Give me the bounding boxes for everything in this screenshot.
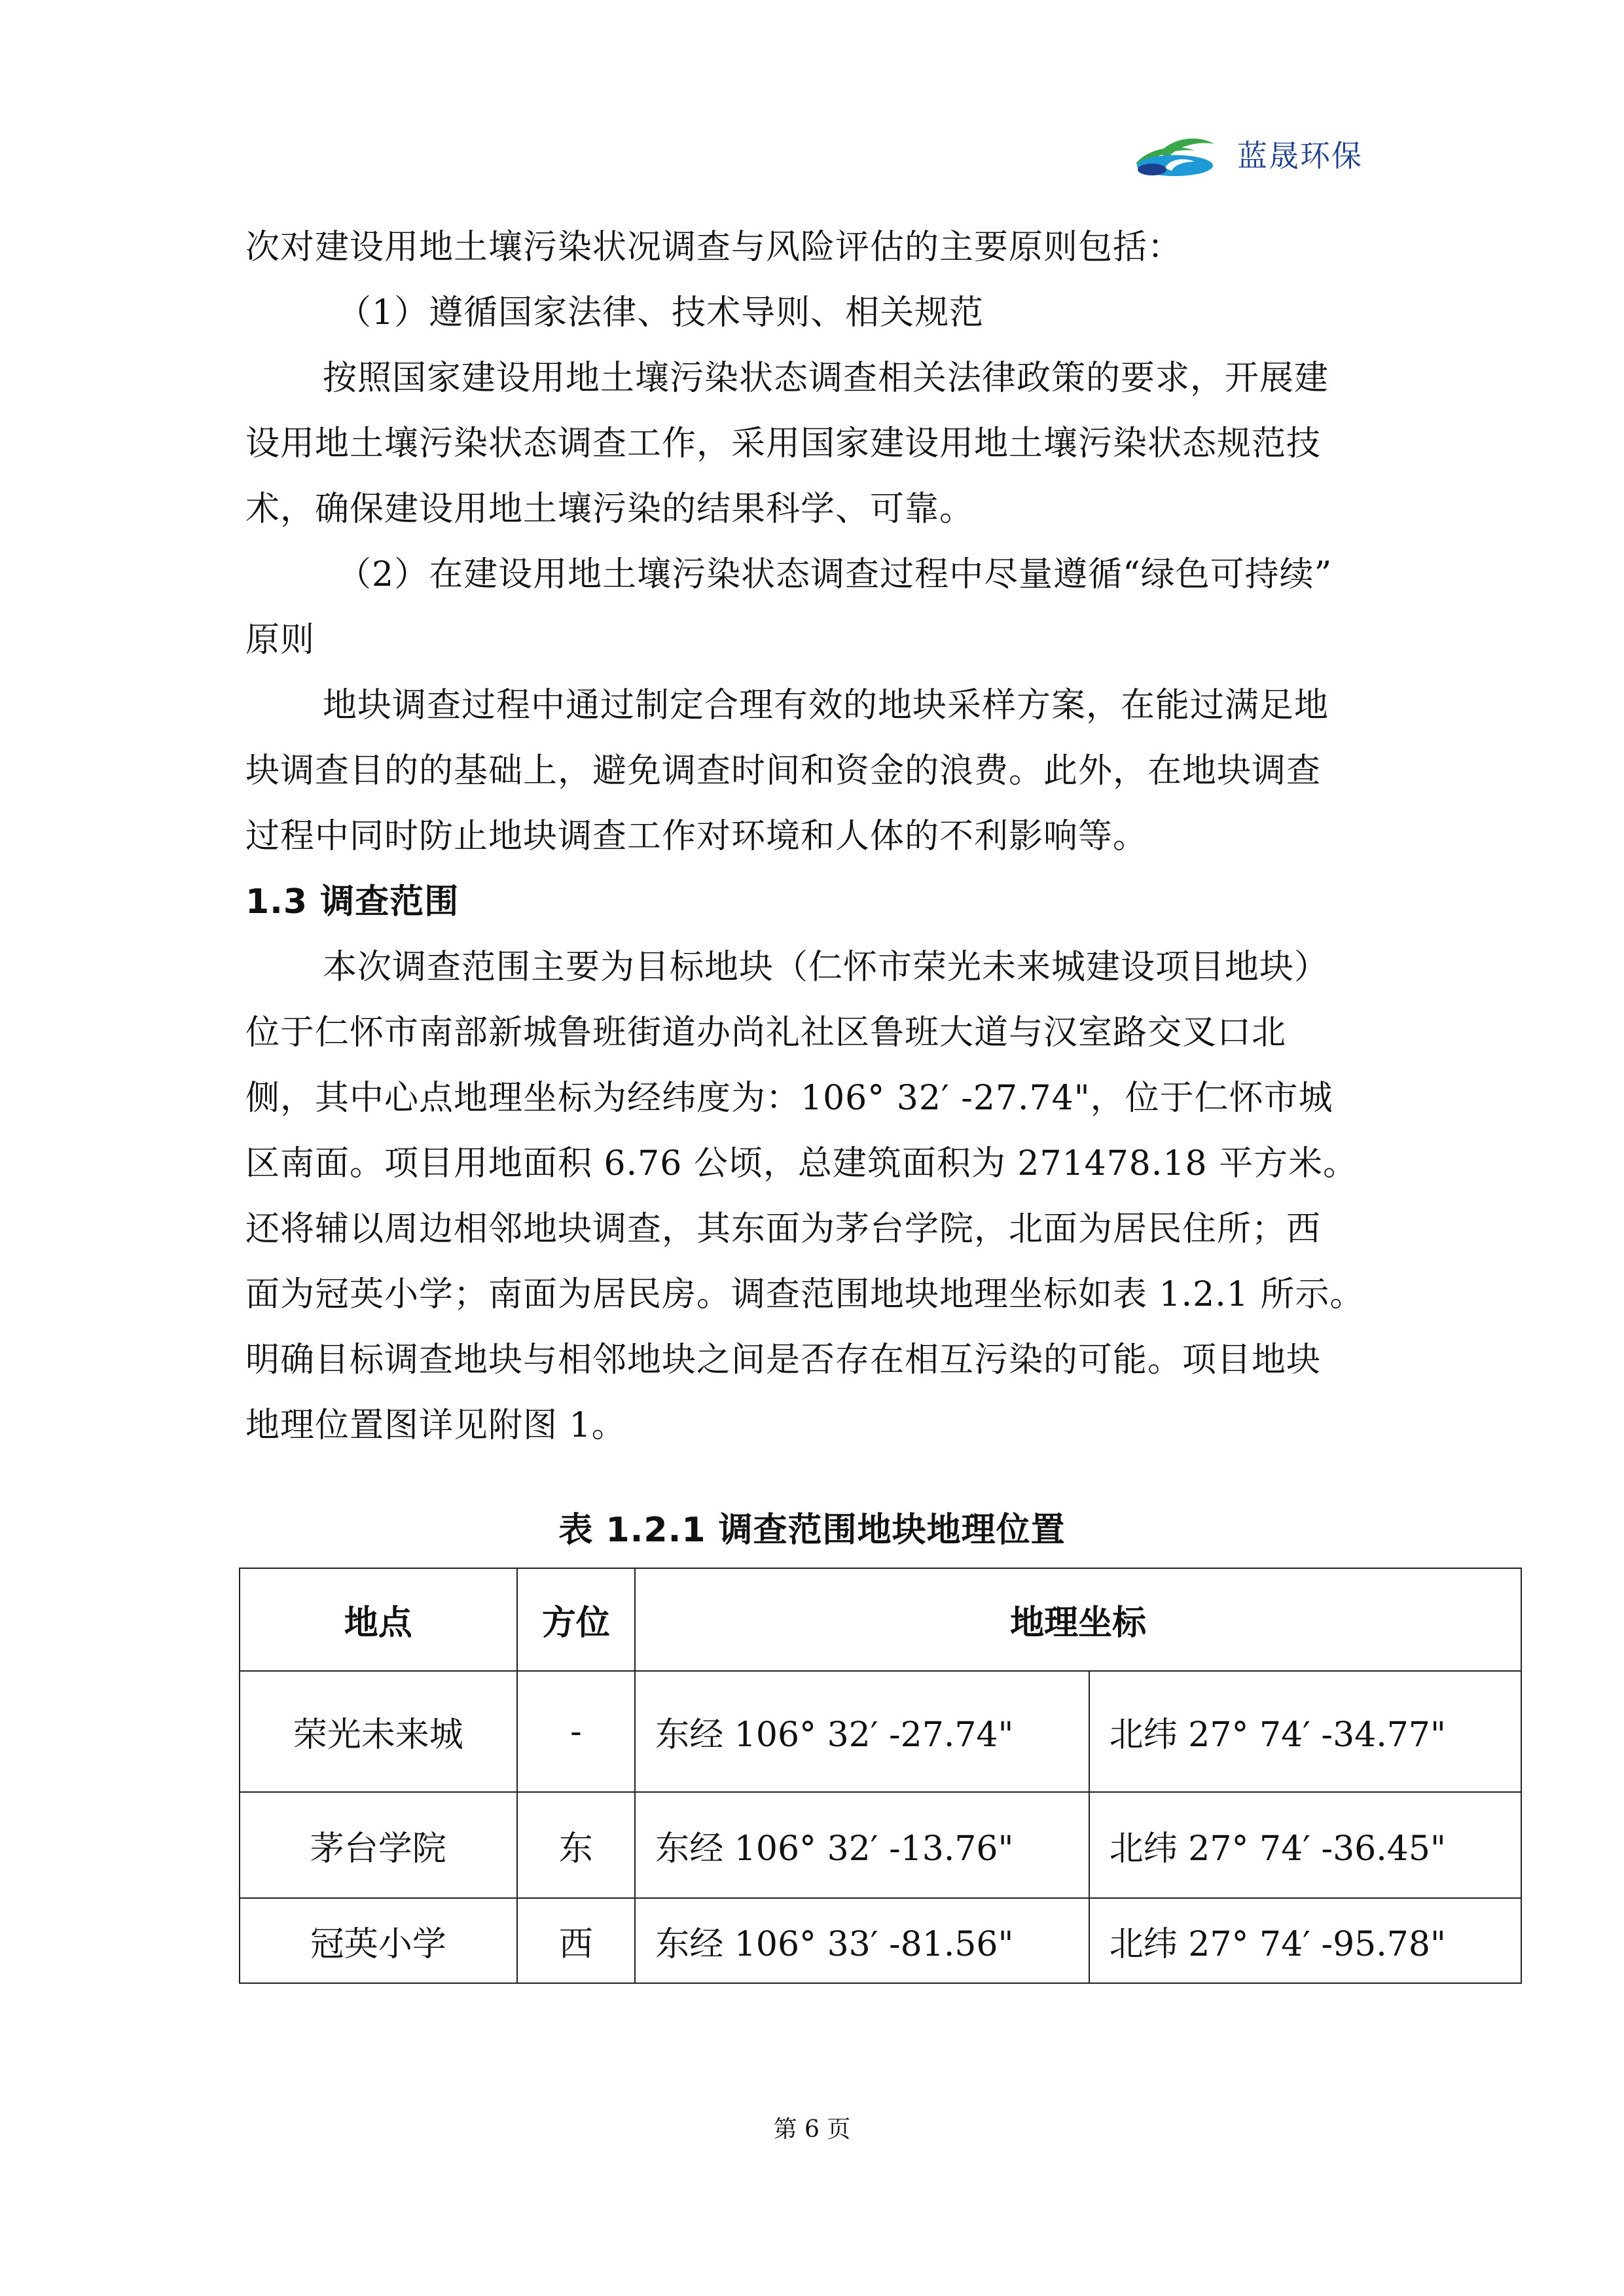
cell-place: 茅台学院 <box>240 1792 517 1898</box>
header-coordinates: 地理坐标 <box>635 1568 1521 1671</box>
location-table <box>239 1568 1522 1984</box>
cell-longitude: 东经 106° 32′ -27.74" <box>635 1671 1089 1792</box>
table-row <box>240 1898 1521 1983</box>
header-place: 地点 <box>240 1568 517 1671</box>
table-caption: 表 1.2.1 调查范围地块地理位置 <box>558 1511 1066 1550</box>
table-header-row <box>240 1568 1521 1671</box>
cell-direction: 东 <box>517 1792 636 1898</box>
body-line: （2）在建设用地土壤污染状态调查过程中尽量遵循“绿色可持续” <box>337 555 1333 594</box>
body-line: 明确目标调查地块与相邻地块之间是否存在相互污染的可能。项目地块 <box>245 1340 1322 1380</box>
cell-latitude: 北纬 27° 74′ -36.45" <box>1089 1792 1521 1898</box>
table-row <box>240 1671 1521 1792</box>
body-line: 位于仁怀市南部新城鲁班街道办尚礼社区鲁班大道与汉室路交叉口北 <box>245 1013 1287 1052</box>
cell-direction: - <box>517 1671 636 1792</box>
body-line: 地理位置图详见附图 1。 <box>245 1406 626 1445</box>
body-line: 块调查目的的基础上，避免调查时间和资金的浪费。此外，在地块调查 <box>245 751 1322 791</box>
cell-latitude: 北纬 27° 74′ -34.77" <box>1089 1671 1521 1792</box>
page-number: 第 6 页 <box>773 2116 851 2143</box>
cell-latitude: 北纬 27° 74′ -95.78" <box>1089 1898 1521 1983</box>
body-line: 过程中同时防止地块调查工作对环境和人体的不利影响等。 <box>245 817 1148 856</box>
table-row <box>240 1792 1521 1898</box>
body-line: （1）遵循国家法律、技术导则、相关规范 <box>337 293 984 332</box>
page-header <box>1132 124 1363 183</box>
cell-longitude: 东经 106° 32′ -13.76" <box>635 1792 1089 1898</box>
company-name: 蓝晟环保 <box>1237 138 1363 173</box>
body-line: 术，确保建设用地土壤污染的结果科学、可靠。 <box>245 490 975 529</box>
body-line: 设用地土壤污染状态调查工作，采用国家建设用地土壤污染状态规范技 <box>245 424 1322 463</box>
body-line: 按照国家建设用地土壤污染状态调查相关法律政策的要求，开展建 <box>323 359 1329 398</box>
body-line: 区南面。项目用地面积 6.76 公顷，总建筑面积为 271478.18 平方米。 <box>245 1144 1358 1183</box>
body-line: 本次调查范围主要为目标地块（仁怀市荣光未来城建设项目地块） <box>323 948 1329 987</box>
cell-longitude: 东经 106° 33′ -81.56" <box>635 1898 1089 1983</box>
section-heading: 1.3 调查范围 <box>245 882 460 922</box>
body-line: 面为冠英小学；南面为居民房。调查范围地块地理坐标如表 1.2.1 所示。 <box>245 1275 1365 1314</box>
cell-direction: 西 <box>517 1898 636 1983</box>
body-line: 侧，其中心点地理坐标为经纬度为：106° 32′ -27.74"，位于仁怀市城 <box>245 1079 1333 1118</box>
cell-place: 荣光未来城 <box>240 1671 517 1792</box>
body-line: 原则 <box>245 620 316 660</box>
body-line: 还将辅以周边相邻地块调查，其东面为茅台学院，北面为居民住所；西 <box>245 1210 1322 1249</box>
header-direction: 方位 <box>517 1568 636 1671</box>
cell-place: 冠英小学 <box>240 1898 517 1983</box>
body-line: 地块调查过程中通过制定合理有效的地块采样方案，在能过满足地 <box>323 686 1329 725</box>
company-logo-icon <box>1132 128 1218 180</box>
body-content <box>245 215 1407 1458</box>
body-line: 次对建设用地土壤污染状况调查与风险评估的主要原则包括： <box>245 228 1183 267</box>
